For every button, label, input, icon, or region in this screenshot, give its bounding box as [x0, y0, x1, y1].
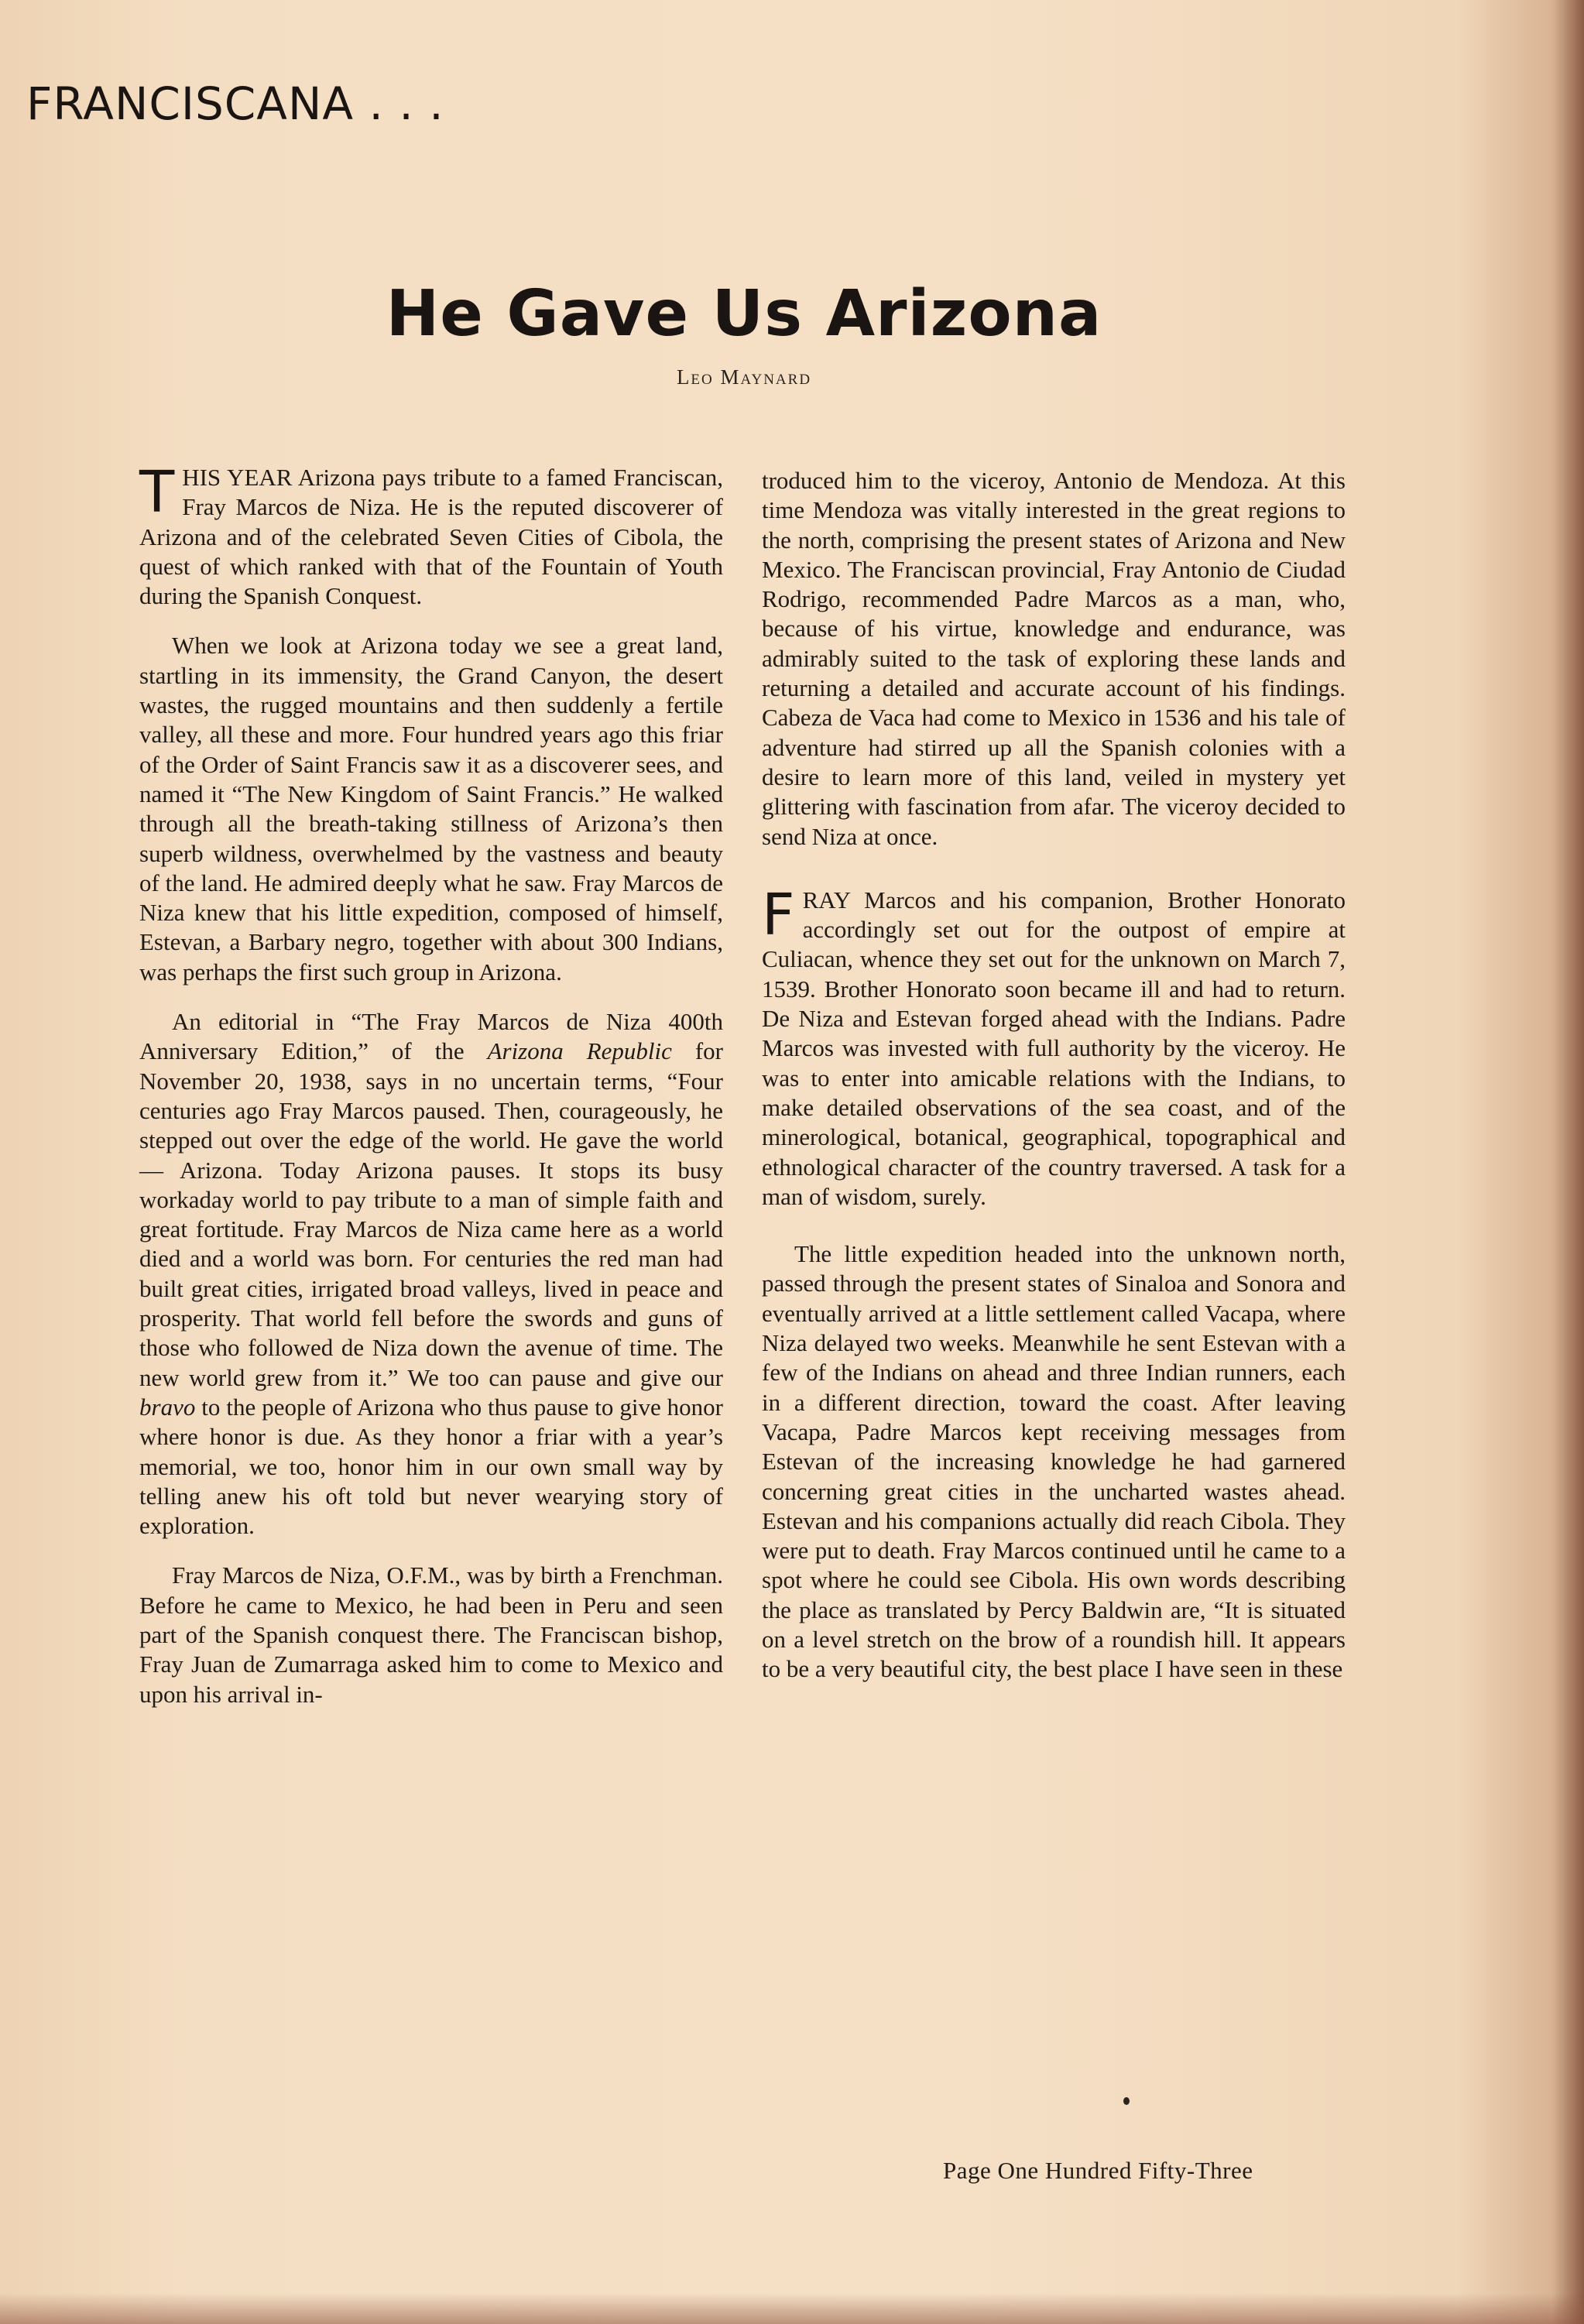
ornament-dot	[1123, 2097, 1130, 2105]
page-number: Page One Hundred Fifty-Three	[943, 2157, 1253, 2184]
paragraph-text: to the people of Arizona who thus pause to give honor where honor is due. As they honor a friar with a year’s memorial, we too, honor him in our own small way by telling anew his oft told but never wearying story of exploration.	[139, 1393, 723, 1540]
drop-cap: T	[139, 459, 175, 526]
paragraph	[139, 1007, 723, 1541]
drop-cap: F	[762, 881, 795, 948]
paragraph: Fray Marcos de Niza, O.F.M., was by birth a Frenchman. Before he came to Mexico, he had been in Peru and seen part of the Spanish conquest there. The Franciscan bishop, Fray Juan de Zumarraga asked him to come to Mexico and upon his arrival in-	[139, 1561, 723, 1708]
left-column	[139, 459, 723, 1729]
article-title: He Gave Us Arizona	[386, 277, 1102, 351]
paragraph: troduced him to the viceroy, Antonio de Mendoza. At this time Mendoza was vitally interested in the great regions to the north, comprising the present states of Arizona and New Mexico. The Franciscan provincial, Fray Antonio de Ciudad Rodrigo, recommended Padre Marcos as a man, who, because of his virtue, knowledge and endurance, was admirably suited to the task of exploring these lands and returning a detailed and accurate account of his findings. Cabeza de Vaca had come to Mexico in 1536 and his tale of adventure had stirred up all the Spanish colonies with a desire to learn more of this land, veiled in mystery yet glittering with fascination from afar. The viceroy decided to send Niza at once.	[762, 467, 1346, 850]
byline: Leo Maynard	[676, 365, 812, 389]
paragraph-text: RAY Marcos and his companion, Brother Honorato accordingly set out for the outpost of empire at Culiacan, whence they set out for the unknown on March 7, 1539. Brother Honorato soon became ill and had to return. De Niza and Estevan forged ahead with the Indians. Padre Marcos was invested with full authority by the viceroy. He was to enter into amicable relations with the Indians, to make detailed observations of the sea coast, and of the minerological, botanical, geographical, topographical and ethnological character of the country traversed. A task for a man of wisdom, surely.	[762, 886, 1346, 1210]
paragraph-text: for November 20, 1938, says in no uncertain terms, “Four centuries ago Fray Marcos paused. Then, courageously, he stepped out over the edge of the world. He gave the world — Arizona. Today Arizona pauses. It stops its busy workaday world to pay tribute to a man of simple faith and great fortitude. Fray Marcos de Niza came here as a world died and a world was born. For centuries the red man had built great cities, irrigated broad valleys, lived in peace and prosperity. That world fell before the swords and guns of those who followed de Niza down the avenue of time. The new world grew from it.” We too can pause and give our	[139, 1037, 723, 1391]
paragraph: The little expedition headed into the unknown north, passed through the present states of Sinaloa and Sonora and eventually arrived at a little settlement called Vacapa, where Niza delayed two weeks. Meanwhile he sent Estevan with a few of the Indians on ahead and three Indian runners, each in a different direction, toward the coast. After leaving Vacapa, Padre Marcos kept receiving messages from Estevan of the increasing knowledge he had garnered concerning great cities in the uncharted wastes ahead. Estevan and his companions actually did reach Cibola. They were put to death. Fray Marcos continued until he came to a spot where he could see Cibola. His own words describing the place as translated by Percy Baldwin are, “It is situated on a level stretch on the brow of a roundish hill. It appears to be a very beautiful city, the best place I have seen in these	[762, 1240, 1346, 1683]
paragraph-text: HIS YEAR Arizona pays tribute to a famed Franciscan, Fray Marcos de Niza. He is the reputed discoverer of Arizona and of the celebrated Seven Cities of Cibola, the quest of which ranked with that of the Fountain of Youth during the Spanish Conquest.	[139, 464, 723, 610]
publication-name: Arizona Republic	[487, 1037, 672, 1065]
section-label: FRANCISCANA . . .	[26, 77, 444, 130]
paragraph	[762, 881, 1346, 1212]
emphasis-word: bravo	[139, 1393, 196, 1421]
right-column	[762, 466, 1346, 1705]
paragraph	[139, 459, 723, 611]
paragraph-text: An editorial in “The Fray Marcos de Niza 400th Anniversary Edition,” of the	[139, 1008, 723, 1065]
paragraph: When we look at Arizona today we see a great land, startling in its immensity, the Grand Canyon, the desert wastes, the rugged mountains and then suddenly a fertile valley, all these and more. Four hundred years ago this friar of the Order of Saint Francis saw it as a discoverer sees, and named it “The New Kingdom of Saint Francis.” He walked through all the breath-taking stillness of Arizona’s then superb wildness, overwhelmed by the vastness and beauty of the land. He admired deeply what he saw. Fray Marcos de Niza knew that his little expedition, composed of himself, Estevan, a Barbary negro, together with about 300 Indians, was perhaps the first such group in Arizona.	[139, 632, 723, 985]
